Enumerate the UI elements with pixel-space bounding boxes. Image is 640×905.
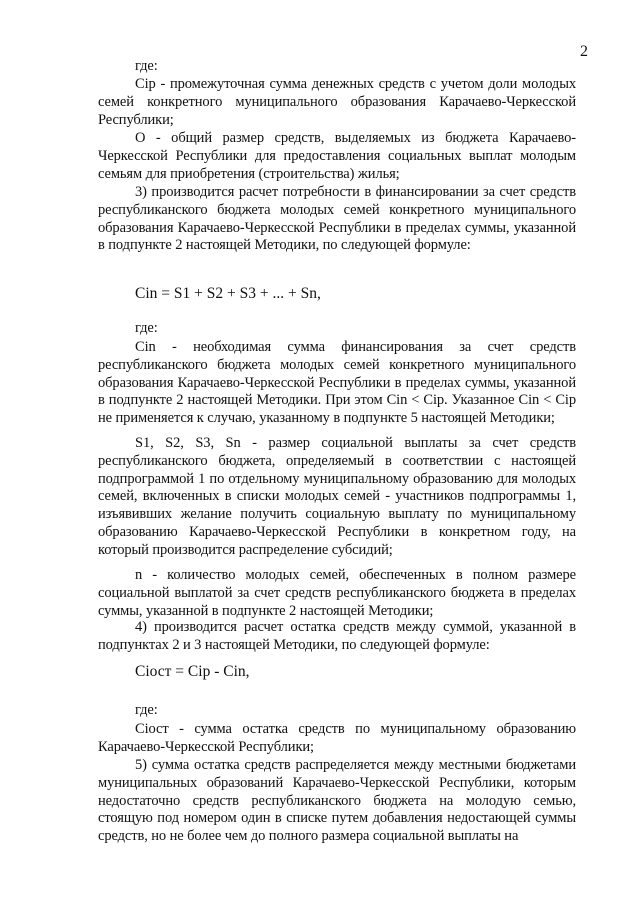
paragraph: О - общий размер средств, выделяемых из бюджета Карачаево-Черкесской Республики для предоставления социальных выплат молодым семьям для приобретения (строительства) жилья; <box>98 130 576 182</box>
paragraph: Cip - промежуточная сумма денежных средств с учетом доли молодых семей конкретного муниципального образования Карачаево-Черкесской Республики; <box>98 76 576 128</box>
formula: Ciост = Cip - Cin, <box>135 663 250 680</box>
paragraph: n - количество молодых семей, обеспеченных в полном размере социальной выплатой за счет средств республиканского бюджета в пределах суммы, указанной в подпункте 2 настоящей Методики; <box>98 567 576 619</box>
paragraph: 5) сумма остатка средств распределяется между местными бюджетами муниципальных образований Карачаево-Черкесской Республики, которым недостаточно средств республиканского бюджета на молодую семью, стоящую под номером один в списке путем добавления недостающей суммы средств, но не более чем до полного размера социальной выплаты на <box>98 757 576 845</box>
paragraph: где: <box>135 58 158 74</box>
formula: Cin = S1 + S2 + S3 + ... + Sn, <box>135 285 321 302</box>
paragraph: где: <box>135 320 158 336</box>
paragraph: 4) производится расчет остатка средств между суммой, указанной в подпунктах 2 и 3 настоящей Методики, по следующей формуле: <box>98 619 576 653</box>
page-number: 2 <box>580 43 588 60</box>
paragraph: 3) производится расчет потребности в финансировании за счет средств республиканского бюджета молодых семей конкретного муниципального образования Карачаево-Черкесской Республики в пределах суммы, указанной в подпункте 2 настоящей Методики, по следующей формуле: <box>98 184 576 254</box>
paragraph: Ciост - сумма остатка средств по муниципальному образованию Карачаево-Черкесской Республики; <box>98 721 576 755</box>
paragraph: S1, S2, S3, Sn - размер социальной выплаты за счет средств республиканского бюджета, определяемый в соответствии с настоящей подпрограммой 1 по отдельному муниципальному образованию для молодых семей, включенных в списки молодых семей - участников подпрограммы 1, изъявивших желание получить социальную выплату по муниципальному образованию Карачаево-Черкесской Республики в конкретном году, на который производится распределение субсидий; <box>98 435 576 558</box>
paragraph: Cin - необходимая сумма финансирования за счет средств республиканского бюджета молодых семей конкретного муниципального образования Карачаево-Черкесской Республики в пределах суммы, указанной в подпункте 2 настоящей Методики. При этом Cin < Cip. Указанное Cin < Cip не применяется к случаю, указанному в подпункте 5 настоящей Методики; <box>98 339 576 427</box>
paragraph: где: <box>135 702 158 718</box>
